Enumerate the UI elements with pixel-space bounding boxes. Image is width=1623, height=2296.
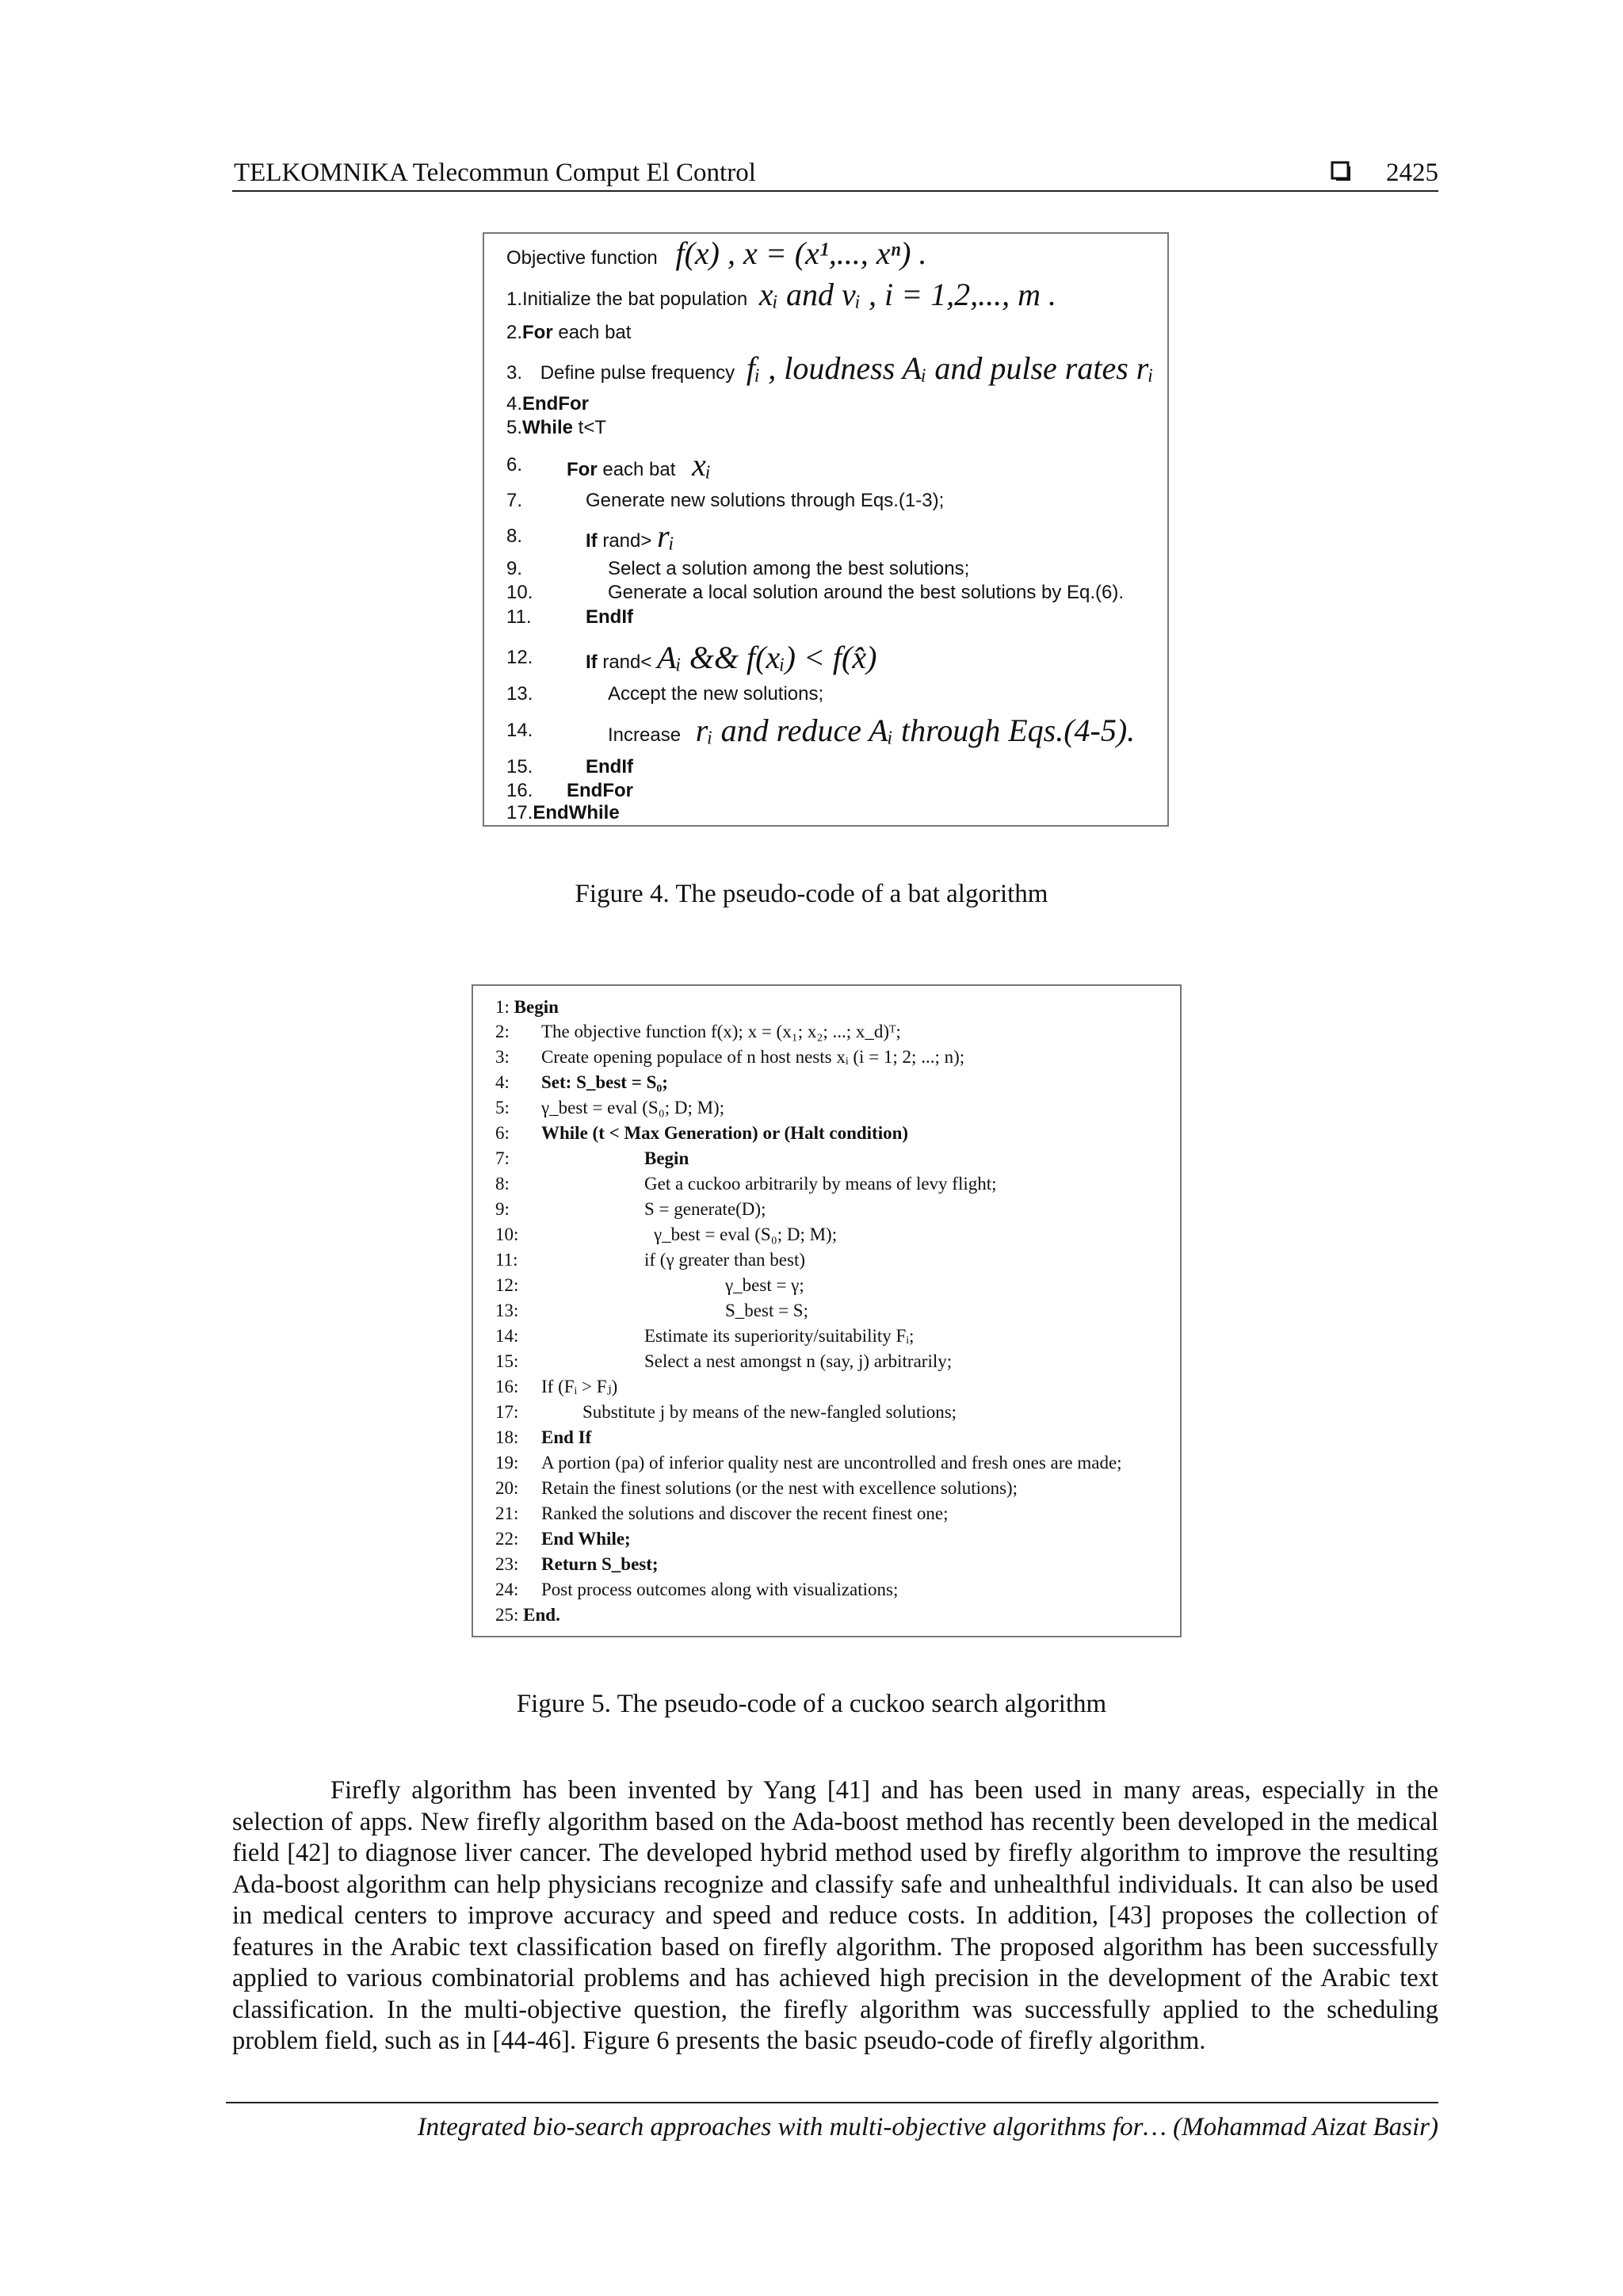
fig4-line: 5.While t<T [506, 417, 607, 438]
fig4-line: 3. Define pulse frequency fᵢ , loudness Aᵢ and pulse rates rᵢ [506, 350, 1154, 386]
fig4-line: 2.For each bat [506, 322, 632, 343]
checkbox-square-icon [1331, 161, 1351, 181]
body-paragraph: Firefly algorithm has been invented by Yang [41] and has been used in many areas, especially in the selection of apps. New firefly algorithm based on the Ada-boost method has recently been developed in the medical field [42] to diagnose liver cancer. The developed hybrid method used by firefly algorithm to improve the resulting Ada-boost algorithm can help physicians recognize and classify safe and unhealthful individuals. It can also be used in medical centers to improve accuracy and speed and reduce costs. In addition, [43] proposes the collection of features in the Arabic text classification based on firefly algorithm. The proposed algorithm has been successfully applied to various combinatorial problems and has achieved high precision in the development of the Arabic text classification. In the multi-objective question, the firefly algorithm was successfully applied to the scheduling problem field, such as in [44-46]. Figure 6 presents the basic pseudo-code of firefly algorithm. [232, 1776, 1438, 2055]
page-footer [226, 2102, 1438, 2141]
fig4-line: 1.Initialize the bat population xᵢ and vᵢ , i = 1,2,..., m . [506, 277, 1057, 312]
page-number: 2425 [1386, 159, 1438, 187]
fig4-line: 17.EndWhile [506, 802, 620, 823]
fig4-line: 4.EndFor [506, 393, 590, 415]
running-footer-title: Integrated bio-search approaches with multi-objective algorithms for… (Mohammad Aizat Basir) [417, 2113, 1438, 2141]
page-header [232, 157, 1438, 192]
fig5-line: 25: End. [495, 1605, 560, 1625]
figure-4-pseudocode-box: Objective function f(x) , x = (x¹,..., xⁿ) . 1.Initialize the bat population xᵢ and vᵢ , i = 1,2,..., m . 2.For each bat 3. Define pulse frequency fᵢ , loudness Aᵢ and pulse rates rᵢ 4.EndFor 5.While t<T 6. For each bat xᵢ 7. Generate new solutions through Eqs.(1-3); 8. If rand> rᵢ 9. Select a solution among the best solutions; 10. Generate a local solution around the best solutions by Eq.(6). 11. EndIf 12. If rand< Aᵢ && f(xᵢ) < f(x̂) 13. Accept the new solutions; 14. Increase rᵢ and reduce Aᵢ through Eqs.(4-5). 15. EndIf 16. EndFor 17.EndWhile [483, 232, 1169, 827]
figure-5-caption: Figure 5. The pseudo-code of a cuckoo search algorithm [516, 1690, 1107, 1718]
figure-5-pseudocode-box: 1: Begin 2: The objective function f(x); x = (x₁; x₂; ...; x_d)ᵀ; 3: Create opening populace of n host nests xᵢ (i = 1; 2; ...; n); 4: Set: S_best = S₀; 5: γ_best = eval (S₀; D; M); 6: While (t < Max Generation) or (Halt condition) 7: Begin 8: Get a cuckoo arbitrarily by means of levy flight; 9: S = generate(D); 10: γ_best = eval (S₀; D; M); 11: if (γ greater than best) 12: γ_best = γ; 13: S_best = S; 14: Estimate its superiority/suitability Fᵢ; 15: Select a nest amongst n (say, j) arbitrarily; 16: If (Fᵢ > Fⱼ) 17: Substitute j by means of the new-fangled solutions; 18: End If 19: A portion (pa) of inferior quality nest are uncontrolled and fresh ones are made; 20: Retain the finest solutions (or the nest with excellence solutions); 21: Ranked the solutions and discover the recent finest one; 22: End While; 23: Return S_best; 24: Post process outcomes along with visualizations; 25: End. [472, 984, 1182, 1637]
figure-4-caption: Figure 4. The pseudo-code of a bat algorithm [575, 880, 1048, 908]
journal-title: TELKOMNIKA Telecommun Comput El Control [234, 159, 756, 187]
fig4-line: Objective function f(x) , x = (x¹,..., xⁿ) . [506, 235, 927, 271]
fig5-line: 1: Begin [495, 997, 559, 1017]
